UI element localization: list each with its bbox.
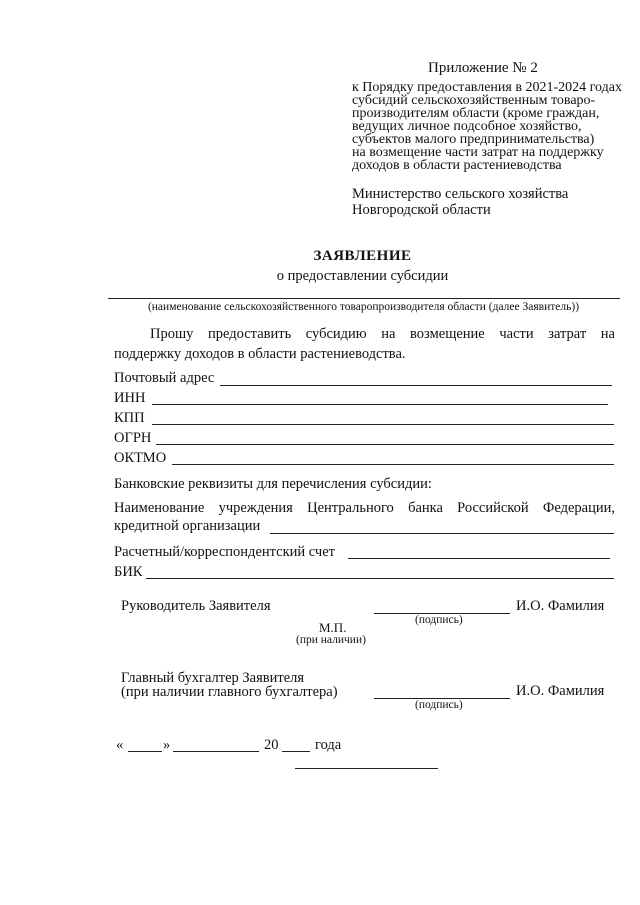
- date-day-field[interactable]: [128, 751, 162, 752]
- date-year-field[interactable]: [282, 751, 310, 752]
- kpp-label: КПП: [114, 410, 145, 426]
- date-quote-open: «: [116, 737, 124, 753]
- bank-institution-field[interactable]: [270, 533, 614, 534]
- bank-institution-line-2: кредитной организации: [114, 518, 261, 534]
- applicant-name-line[interactable]: [108, 298, 620, 299]
- appendix-line: производителям области (кроме граждан,: [352, 106, 600, 121]
- appendix-line: доходов в области растениеводства: [352, 158, 562, 173]
- inn-label: ИНН: [114, 390, 146, 406]
- recipient-line-2: Новгородской области: [352, 202, 491, 218]
- head-signature-caption: (подпись): [415, 614, 463, 626]
- bik-label: БИК: [114, 564, 143, 580]
- document-title: ЗАЯВЛЕНИЕ: [313, 248, 412, 264]
- request-line-1: Прошу предоставить субсидию на возмещение части затрат на: [150, 326, 615, 342]
- appendix-line: к Порядку предоставления в 2021-2024 годах: [352, 80, 622, 95]
- appendix-title: Приложение № 2: [428, 60, 538, 76]
- accountant-name: И.О. Фамилия: [516, 683, 605, 699]
- bank-institution-line-1: Наименование учреждения Центрального банка Российской Федерации,: [114, 500, 615, 516]
- date-quote-close: »: [163, 737, 171, 753]
- oktmo-field[interactable]: [172, 464, 614, 465]
- recipient-line-1: Министерство сельского хозяйства: [352, 186, 569, 202]
- date-year-prefix: 20: [264, 737, 279, 753]
- bank-heading: Банковские реквизиты для перечисления субсидии:: [114, 476, 432, 492]
- postal-label: Почтовый адрес: [114, 370, 215, 386]
- appendix-text: [352, 81, 622, 172]
- appendix-line: на возмещение части затрат на поддержку: [352, 145, 604, 160]
- ogrn-field[interactable]: [156, 444, 614, 445]
- accountant-signature-caption: (подпись): [415, 699, 463, 711]
- stamp-note: (при наличии): [296, 634, 366, 646]
- bottom-separator: [295, 768, 438, 769]
- appendix-line: субъектов малого предпринимательства): [352, 132, 595, 147]
- bik-field[interactable]: [146, 578, 614, 579]
- oktmo-label: ОКТМО: [114, 450, 167, 466]
- accountant-label: Главный бухгалтер Заявителя: [121, 670, 305, 686]
- postal-field[interactable]: [220, 385, 612, 386]
- account-label: Расчетный/корреспондентский счет: [114, 544, 335, 560]
- kpp-field[interactable]: [152, 424, 614, 425]
- appendix-line: субсидий сельскохозяйственным товаро-: [352, 93, 596, 108]
- head-name: И.О. Фамилия: [516, 598, 605, 614]
- stamp-label: М.П.: [319, 620, 347, 635]
- applicant-caption: (наименование сельскохозяйственного товаропроизводителя области (далее Заявитель)): [147, 301, 580, 313]
- accountant-note: (при наличии главного бухгалтера): [121, 684, 338, 700]
- head-label: Руководитель Заявителя: [121, 598, 271, 614]
- document-subtitle: о предоставлении субсидии: [276, 268, 449, 284]
- account-field[interactable]: [348, 558, 610, 559]
- inn-field[interactable]: [152, 404, 608, 405]
- ogrn-label: ОГРН: [114, 430, 152, 446]
- appendix-line: ведущих личное подсобное хозяйство,: [352, 119, 582, 134]
- date-month-field[interactable]: [173, 751, 259, 752]
- request-line-2: поддержку доходов в области растениеводства.: [114, 346, 406, 362]
- date-year-suffix: года: [315, 737, 342, 753]
